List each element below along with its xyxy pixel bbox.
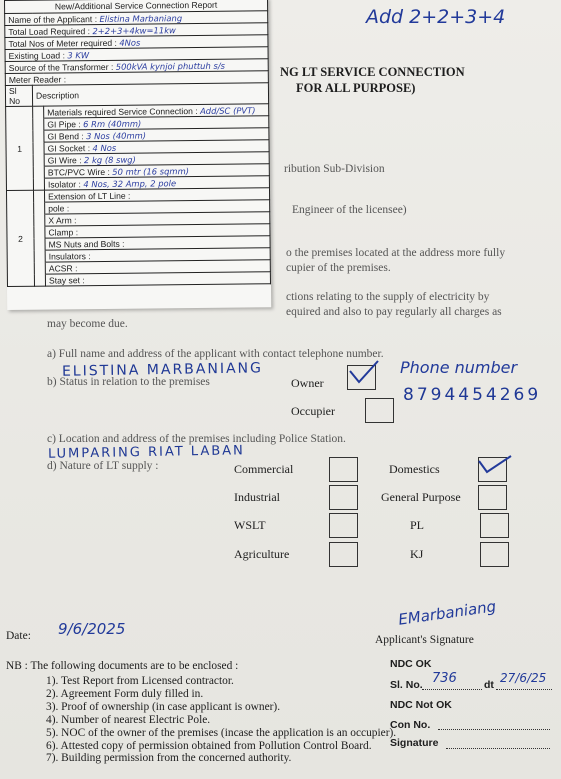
conditions-text-1: ctions relating to the supply of electricity by	[286, 291, 490, 303]
table-row: Meter Reader :	[5, 71, 268, 86]
due-text: may become due.	[47, 318, 128, 330]
table-row: BTC/PVC Wire : 50 mtr (16 sqmm)	[6, 164, 269, 179]
premises-location: LUMPARING RIAT LABAN	[47, 443, 245, 462]
general-purpose-label: General Purpose	[381, 490, 461, 504]
table-row: ACSR :	[7, 260, 270, 275]
name-field-label: a) Full name and address of the applicant with contact telephone number.	[47, 348, 384, 360]
location-field-label: c) Location and address of the premises including Police Station.	[47, 433, 346, 445]
industrial-label: Industrial	[234, 490, 280, 504]
table-row: Isolator : 4 Nos, 32 Amp, 2 pole	[6, 176, 269, 191]
applicant-name: ELISTINA MARBANIANG	[61, 360, 264, 380]
engineer-text: Engineer of the licensee)	[292, 204, 407, 216]
commercial-checkbox[interactable]	[329, 457, 358, 482]
list-item: 1). Test Report from Licensed contractor.	[46, 675, 234, 687]
phone-label: Phone number	[400, 358, 518, 377]
wslt-checkbox[interactable]	[329, 513, 358, 538]
table-row: Total Load Required : 2+2+3+4kw=11kw	[5, 23, 268, 38]
premises-text-1: o the premises located at the address more fully	[286, 247, 506, 259]
sl-no-label: Sl. No.	[390, 679, 423, 691]
commercial-label: Commercial	[234, 462, 294, 476]
con-no-label: Con No.	[390, 719, 431, 731]
table-row: GI Bend : 3 Nos (40mm)	[6, 128, 269, 143]
owner-check-mark	[347, 358, 381, 386]
sl-no-value: 736	[432, 671, 457, 686]
documents-heading: NB : The following documents are to be enclosed :	[6, 660, 239, 672]
table-row: Existing Load : 3 KW	[5, 47, 268, 62]
table-row: pole :	[7, 200, 270, 215]
table-row: X Arm :	[7, 212, 270, 227]
table-row: Stay set :	[7, 272, 270, 287]
date-value: 9/6/2025	[58, 620, 126, 638]
documents-list	[46, 675, 396, 765]
table-row: Total Nos of Meter required : 4Nos	[5, 35, 268, 50]
list-item: 6). Attested copy of permission obtained from Pollution Control Board.	[46, 739, 372, 752]
table-row: GI Socket : 4 Nos	[6, 140, 269, 155]
list-item: 2). Agreement Form duly filled in.	[46, 687, 204, 700]
table-row: Clamp :	[7, 224, 270, 239]
kj-label: KJ	[410, 547, 424, 561]
table-row: Insulators :	[7, 248, 270, 263]
ndc-not-ok-label: NDC Not OK	[390, 699, 452, 711]
owner-label: Owner	[291, 376, 324, 390]
agriculture-checkbox[interactable]	[329, 542, 358, 567]
table-row: Source of the Transformer : 500kVA kynjoi phuttuh s/s	[5, 59, 268, 74]
table-row: 2 Extension of LT Line :	[6, 188, 269, 203]
signature-label: Applicant's Signature	[375, 634, 474, 646]
division-text: ribution Sub-Division	[284, 163, 385, 175]
table-row: 1 Materials required Service Connection : Add/SC (PVT)	[6, 104, 269, 119]
table-row: Name of the Applicant : Elistina Marbaniang	[5, 11, 268, 26]
agriculture-label: Agriculture	[234, 547, 290, 561]
premises-text-2: cupier of the premises.	[286, 262, 391, 274]
list-item: 5). NOC of the owner of the premises (incase the application is an occupier).	[46, 726, 397, 739]
ndc-ok-label: NDC OK	[390, 658, 432, 670]
load-annotation: Add 2+2+3+4	[366, 6, 506, 28]
office-signature-label: Signature	[390, 737, 439, 749]
table-row: MS Nuts and Bolts :	[7, 236, 270, 251]
table-row: GI Pipe : 6 Rm (40mm)	[6, 116, 269, 131]
industrial-checkbox[interactable]	[329, 485, 358, 510]
date-label: Date:	[6, 630, 31, 642]
report-card-title: New/Additional Service Connection Report	[4, 0, 268, 13]
conditions-text-2: equired and also to pay regularly all charges as	[286, 306, 502, 318]
dt-line	[496, 689, 552, 690]
report-card-table	[4, 10, 271, 287]
list-item: 7). Building permission from the concerned authority.	[46, 752, 292, 765]
occupier-label: Occupier	[291, 404, 335, 418]
table-row: GI Wire : 2 kg (8 swg)	[6, 152, 269, 167]
domestics-label: Domestics	[389, 462, 440, 476]
general-purpose-checkbox[interactable]	[478, 485, 507, 510]
list-item: 4). Number of nearest Electric Pole.	[46, 713, 211, 726]
applicant-signature: EMarbaniang	[397, 597, 498, 629]
dt-value: 27/6/25	[500, 671, 547, 685]
signature-line	[446, 748, 550, 749]
table-header-row: Sl No Description	[5, 83, 268, 107]
supply-field-label: d) Nature of LT supply :	[47, 460, 159, 472]
occupier-checkbox[interactable]	[365, 398, 394, 423]
wslt-label: WSLT	[234, 518, 266, 532]
con-no-line	[438, 729, 550, 730]
kj-checkbox[interactable]	[480, 542, 509, 567]
pl-label: PL	[410, 518, 425, 532]
domestics-check-mark	[474, 452, 514, 480]
service-connection-report-card	[4, 0, 271, 310]
form-header-line2: FOR ALL PURPOSE)	[296, 81, 416, 95]
phone-number: 8794454269	[403, 385, 542, 405]
status-field-label: b) Status in relation to the premises	[47, 376, 210, 388]
form-header-line1: NG LT SERVICE CONNECTION	[280, 65, 465, 79]
list-item: 3). Proof of ownership (in case applicant is owner).	[46, 700, 281, 713]
pl-checkbox[interactable]	[480, 513, 509, 538]
sl-no-line	[422, 689, 482, 690]
dt-label: dt	[484, 679, 494, 691]
